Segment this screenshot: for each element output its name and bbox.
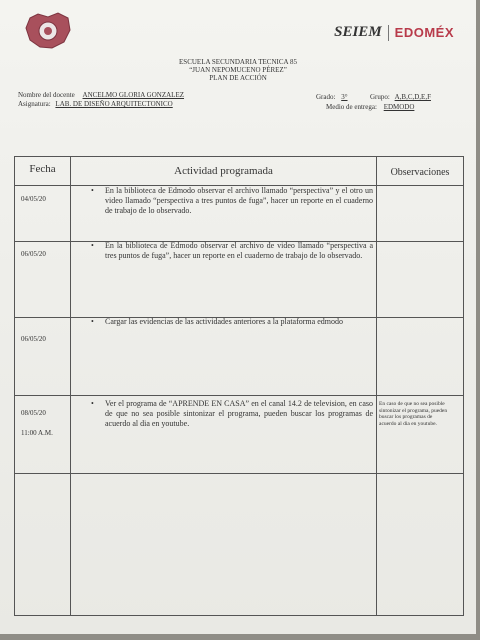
row-date: 06/05/20 [21,335,46,343]
column-divider [70,157,71,615]
teacher-value: ANCELMO GLORIA GONZALEZ [82,91,185,99]
activity-text: Ver el programa de “APRENDE EN CASA” en el canal 14.2 de television, en caso de que no sea posible sintonizar el programa, pueden buscar los programas de acuerdo al dia en youtube. [105,399,373,428]
row-activity [91,241,373,261]
row-date: 06/05/20 [21,250,46,258]
column-header-activity: Actividad programada [174,165,273,177]
grade-label: Grado: [316,93,336,101]
document-title: PLAN DE ACCIÓN [209,74,267,82]
subject-value: LAB. DE DISEÑO ARQUITECTONICO [55,100,173,108]
row-divider [15,395,463,396]
medium-field [326,103,414,111]
activity-text: En la biblioteca de Edmodo observar el archivo llamado “perspectiva” y el otro un video llamado “perspectiva a tres puntos de fuga”, hacer un reporte en el cuaderno de trabajo de lo observado. [105,186,373,215]
bullet-icon: • [91,241,94,250]
bullet-icon: • [91,399,94,408]
action-plan-table [14,156,464,616]
column-header-date: Fecha [29,163,56,175]
column-header-observations: Observaciones [390,167,450,178]
row-observation: En caso de que no sea posible sintonizar el programa, pueden buscar los programas de acuerdo al dia en youtube. [379,401,448,427]
teacher-field [18,91,184,99]
school-subname: “JUAN NEPOMUCENO PÉREZ” [189,66,287,74]
group-value: A,B,C,D,E,F [394,93,431,101]
teacher-label: Nombre del docente [18,91,75,99]
school-name: ESCUELA SECUNDARIA TECNICA 85 [179,58,297,66]
edomex-logo-text: EDOMÉX [394,25,454,40]
medium-value: EDMODO [383,103,415,111]
subject-field [18,100,173,108]
grade-field [316,93,348,101]
activity-text: Cargar las evidencias de las actividades anteriores a la plataforma edmodo [105,317,343,326]
row-activity [91,317,373,327]
seiem-edomex-brand [334,24,454,41]
brand-divider [388,25,389,41]
seiem-logo-text: SEIEM [334,24,382,40]
row-activity [91,186,373,216]
activity-text: En la biblioteca de Edmodo observar el archivo de video llamado “perspectiva a tres puntos de fuga”, hacer un reporte en el cuaderno de trabajo de lo observado. [105,241,373,260]
row-time: 11:00 A.M. [21,429,53,437]
row-date: 04/05/20 [21,195,46,203]
row-activity [91,399,373,429]
medium-label: Medio de entrega: [326,103,377,111]
grade-value: 3° [341,93,348,101]
row-date: 08/05/20 [21,409,46,417]
subject-label: Asignatura: [18,100,51,108]
school-seal-logo [24,12,72,50]
group-label: Grupo: [370,93,390,101]
bullet-icon: • [91,186,94,195]
column-divider [376,157,377,615]
row-divider [15,473,463,474]
group-field [370,93,431,101]
bullet-icon: • [91,317,94,326]
